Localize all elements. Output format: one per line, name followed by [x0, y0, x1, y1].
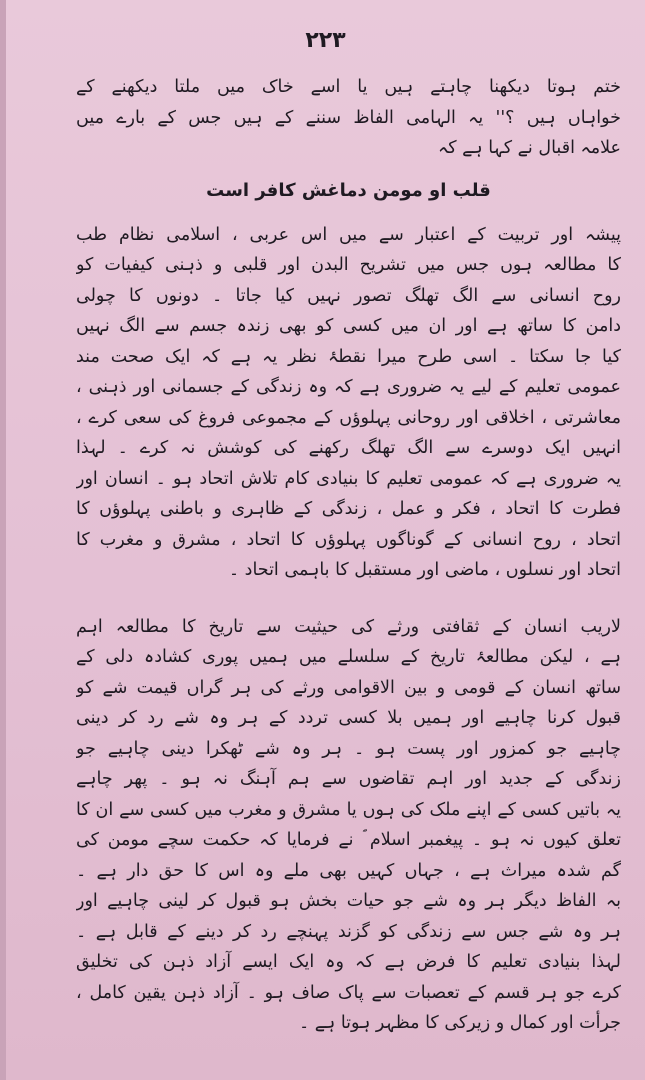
text-line: روح انسانی سے الگ تھلگ تصور نہیں کیا جاتا ۔ دونوں کا چولی [76, 285, 621, 306]
text-line: ہے ، لیکن مطالعۂ تاریخ کے سلسلے میں ہمیں پوری کشادہ دلی کے [76, 647, 621, 667]
text-line: یہ ضروری ہے کہ عمومی تعلیم کا بنیادی کام تلاش اتحاد ہو ۔ انسان اور [76, 468, 621, 489]
text-line: اتحاد اور نسلوں ، ماضی اور مستقبل کا باہمی اتحاد ۔ [228, 560, 621, 580]
text-line: تعلق کیوں نہ ہو ۔ پیغمبر اسلام ؐ نے فرمایا کہ حکمت سچے مومن کی [76, 830, 621, 850]
opening-paragraph [76, 72, 621, 164]
text-line: یہ باتیں کسی کے اپنے ملک کی ہوں یا مشرق و مغرب میں کسی سے ان کا [76, 799, 621, 820]
paragraph-education [76, 220, 621, 586]
text-line: ہر وہ شے جس سے زندگی کو گزند پہنچے رد کر دینے کے قابل ہے ۔ [76, 921, 621, 942]
paragraph-history [76, 612, 621, 1039]
text-line: گم شدہ میراث ہے ، جہاں کہیں بھی ملے وہ اس کا حق دار ہے ۔ [76, 860, 621, 881]
text-line: معاشرتی ، اخلاقی اور روحانی پہلوؤں کے مجموعی فروغ کی سعی کرے ، [76, 407, 621, 428]
text-line: دامن کا ساتھ ہے اور ان میں کسی کو بھی زندہ جسم سے الگ نہیں [76, 316, 621, 336]
text-line: لاریب انسان کے ثقافتی ورثے کی حیثیت سے تاریخ کا مطالعہ اہم [76, 616, 621, 637]
text-line: اتحاد ، روح انسانی کے گوناگوں پہلوؤں کا اتحاد ، مشرق و مغرب کا [76, 529, 621, 550]
text-line: خواہاں ہیں ؟'' یہ الہامی الفاظ سننے کے ہیں جس کے بارے میں [76, 107, 621, 128]
page-number: ۲۲۳ [305, 28, 346, 53]
text-line: جرأت اور کمال و زیرکی کا مظہر ہوتا ہے ۔ [298, 1013, 621, 1033]
text-line: علامہ اقبال نے کہا ہے کہ [437, 138, 621, 158]
text-line: کا مطالعہ ہوں جس میں تشریح البدن اور قلبی و ذہنی کیفیات کو [76, 255, 621, 275]
text-line: عمومی تعلیم کے لیے یہ ضروری ہے کہ وہ زندگی کے جسمانی اور ذہنی ، [76, 377, 621, 397]
verse-couplet: قلب او مومن دماغش کافر است [206, 179, 491, 201]
text-line: کرے جو ہر قسم کے تعصبات سے پاک صاف ہو ۔ آزاد ذہن یقین کامل ، [76, 982, 621, 1003]
text-line: انہیں ایک دوسرے سے الگ تھلگ رکھنے کی کوشش نہ کرے ۔ لہذا [76, 438, 621, 458]
text-line: ختم ہوتا دیکھنا چاہتے ہیں یا اسے خاک میں ملتا دیکھنے کے [76, 77, 621, 97]
text-line: پیشہ اور تربیت کے اعتبار سے میں اس عربی ، اسلامی نظام طب [76, 224, 621, 245]
paragraph-gap [76, 586, 621, 612]
text-line: ساتھ انسان کے قومی و بین الاقوامی ورثے کی ہر گراں قیمت شے کو [76, 677, 621, 698]
text-line: زندگی کے جدید اور اہم تقاضوں سے ہم آہنگ نہ ہو ۔ پھر چاہے [76, 769, 621, 789]
text-line: کیا جا سکتا ۔ اسی طرح میرا نقطۂ نظر یہ ہے کہ ایک صحت مند [76, 346, 621, 367]
text-line: قبول کرنا چاہیے اور ہمیں بلا کسی تردد کے ہر وہ شے رد کر دینی [76, 708, 621, 728]
page-body [76, 72, 621, 1039]
text-line: فطرت کا اتحاد ، فکر و عمل ، زندگی کے ظاہری و باطنی پہلوؤں کا [76, 499, 621, 519]
text-line: لہذا بنیادی تعلیم کا فرض ہے کہ وہ ایک ایسے آزاد ذہن کی تخلیق [76, 952, 621, 972]
text-line: چاہیے جو کمزور اور پست ہو ۔ ہر وہ شے ٹھکرا دینی چاہیے جو [76, 738, 621, 759]
text-line: بہ الفاظ دیگر ہر وہ شے جو حیات بخش ہو قبول کر لینی چاہیے اور [76, 891, 621, 911]
